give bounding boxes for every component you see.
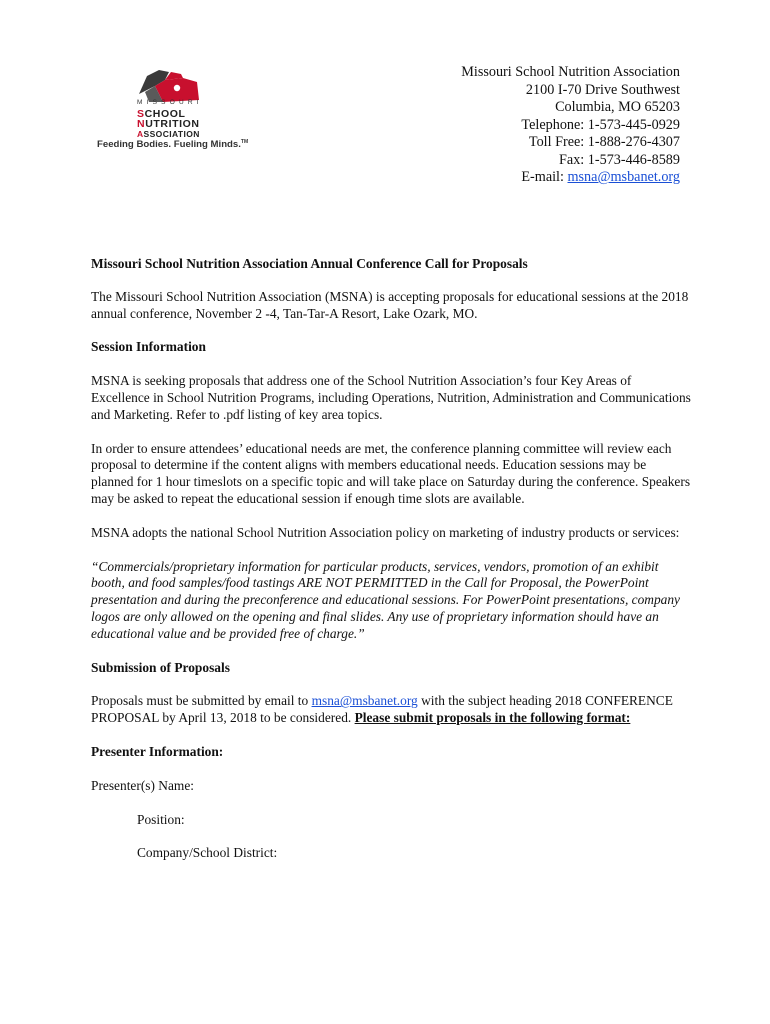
header-email-link[interactable]: msna@msbanet.org	[567, 169, 680, 185]
company-label: Company/School District:	[137, 845, 278, 861]
logo-school: SCHOOL	[137, 108, 186, 120]
policy-paragraph: MSNA adopts the national School Nutrition Association policy on marketing of industry products or services:	[91, 524, 680, 540]
logo-association: ASSOCIATION	[137, 129, 200, 139]
session-paragraph-1: MSNA is seeking proposals that address one of the School Nutrition Association’s four Key Areas of Excellence in School Nutrition Programs, including Operations, Nutrition, Administration and Communications and Marketing. Refer to .pdf listing of key area topics.	[91, 373, 691, 422]
presenter-name-label: Presenter(s) Name:	[91, 777, 194, 793]
msna-logo	[97, 66, 257, 152]
city-state-zip: Columbia, MO 65203	[555, 99, 680, 115]
telephone: Telephone: 1-573-445-0929	[521, 116, 680, 133]
submission-email-link[interactable]: msna@msbanet.org	[311, 693, 418, 709]
logo-tagline: Feeding Bodies. Fueling Minds.™	[97, 139, 249, 151]
submission-heading: Submission of Proposals	[91, 659, 230, 675]
presenter-heading: Presenter Information:	[91, 743, 224, 759]
position-label: Position:	[137, 811, 185, 827]
intro-paragraph: The Missouri School Nutrition Association (MSNA) is accepting proposals for educational sessions at the 2018 annual conference, November 2 -4, Tan-Tar-A Resort, Lake Ozark, MO.	[91, 288, 689, 321]
document-title: Missouri School Nutrition Association Annual Conference Call for Proposals	[91, 256, 528, 271]
email-line: E-mail: msna@msbanet.org	[521, 169, 680, 185]
toll-free: Toll Free: 1-888-276-4307	[528, 134, 680, 150]
org-name: Missouri School Nutrition Association	[461, 64, 680, 80]
session-heading: Session Information	[91, 339, 206, 355]
document-body	[91, 256, 691, 862]
contact-block	[461, 64, 680, 187]
submission-paragraph: Proposals must be submitted by email to msna@msbanet.org with the subject heading 2018 CONFERENCE PROPOSAL by April 13, 2018 to be considered. Please submit proposals in the following format:	[91, 693, 673, 726]
session-paragraph-2: In order to ensure attendees’ educational needs are met, the conference planning committee will review each proposal to determine if the content aligns with members educational needs. Education sessions may be planned for 1 hour timeslots on a specific topic and will take place on Saturday during the conference. Speakers may be asked to repeat the educational session if enough time slots are available.	[91, 440, 691, 506]
logo-nutrition: NUTRITION	[137, 118, 200, 130]
logo-missouri: MISSOURI	[137, 99, 203, 106]
street-address: 2100 I-70 Drive Southwest	[525, 81, 680, 98]
fax: Fax: 1-573-446-8589	[559, 151, 680, 168]
policy-quote: “Commercials/proprietary information for particular products, services, vendors, promotion of an exhibit booth, and food samples/food tastings ARE NOT PERMITTED in the Call for Proposal, the PowerPoint presentation and during the preconference and educational sessions. For PowerPoint presentations, company logos are only allowed on the opening and final slides. Any use of proprietary information should have an educational value and be provided free of charge.”	[91, 558, 680, 641]
